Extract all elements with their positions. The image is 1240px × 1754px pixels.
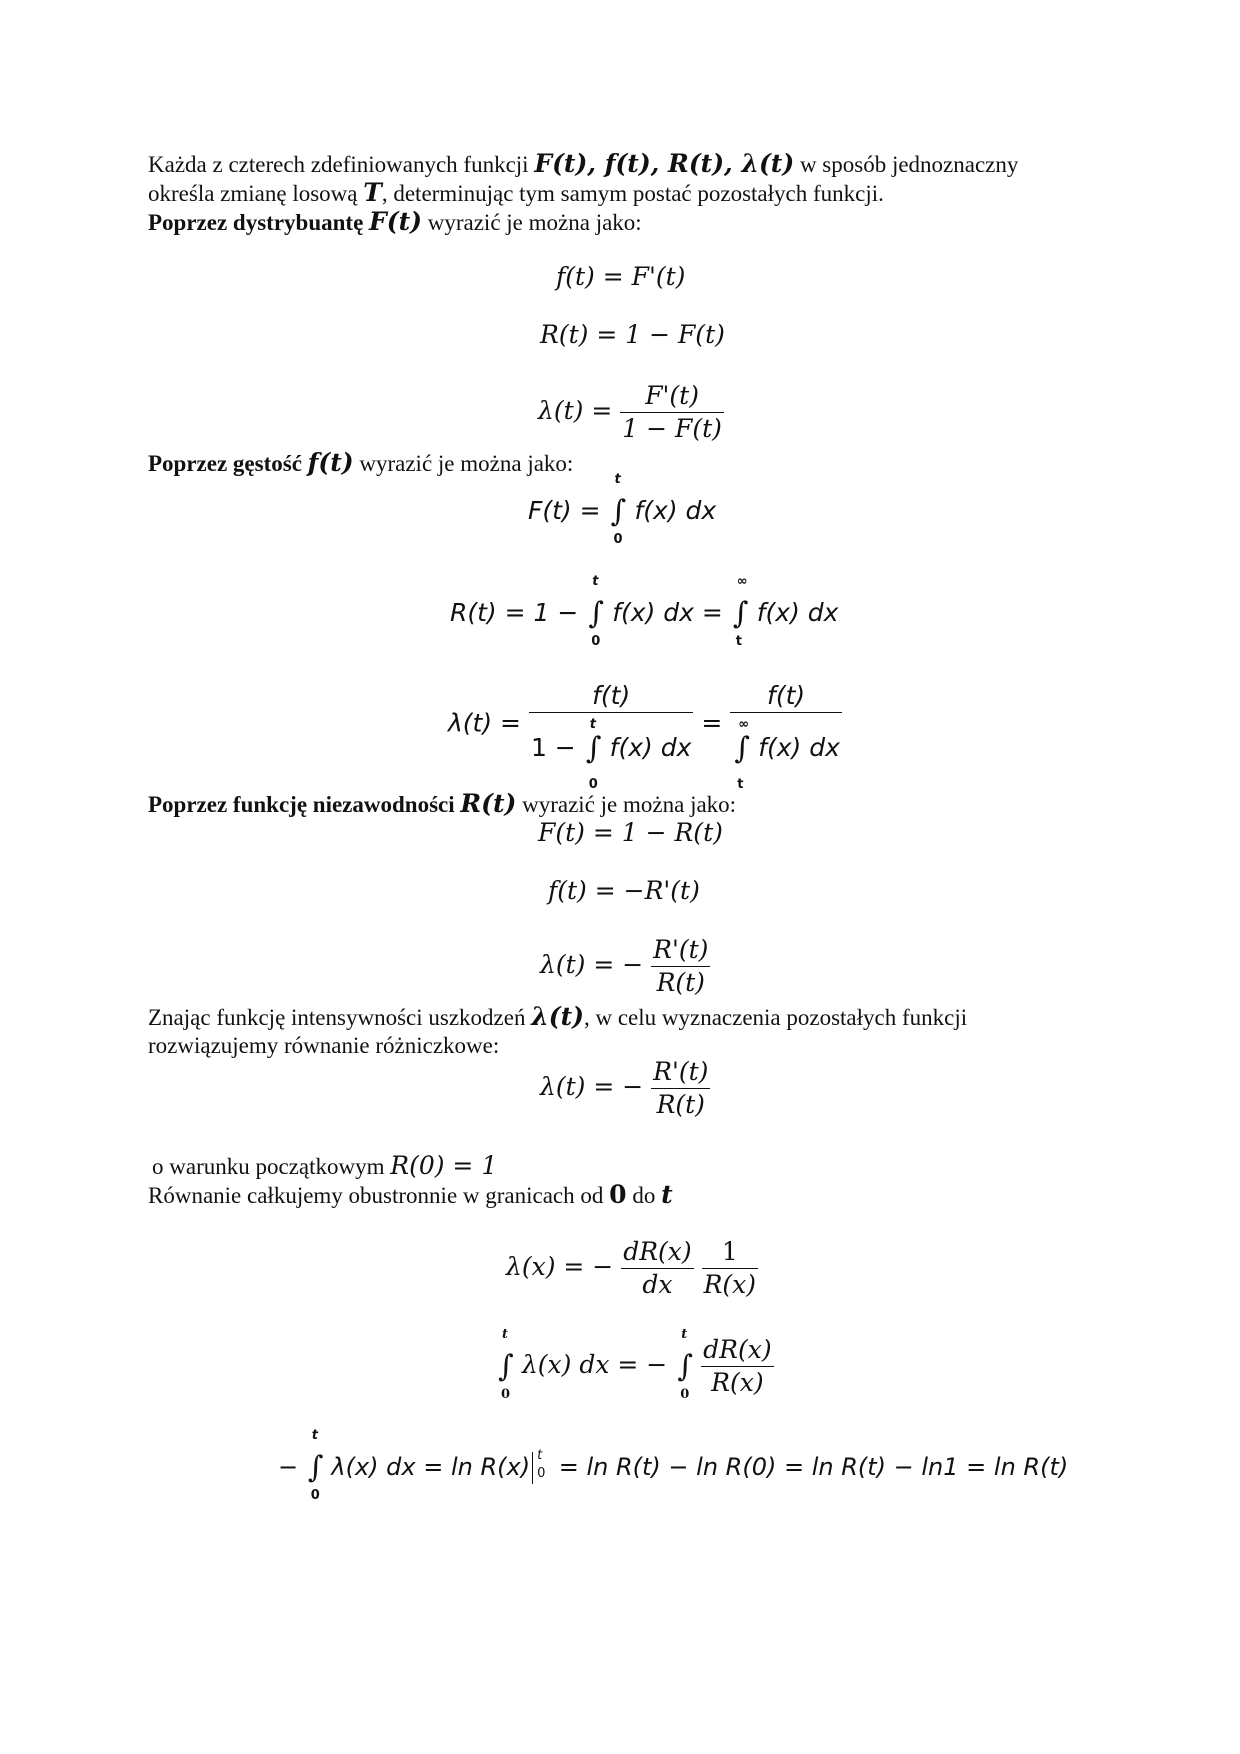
calkowanie-do: do — [632, 1183, 656, 1208]
heading-dystrybuanta — [148, 208, 642, 237]
intro-text-2: określa zmianę losową — [148, 181, 358, 206]
function-list: F(t), f(t), R(t), λ(t) — [534, 149, 795, 178]
znajac-text-end: , w celu wyznaczenia pozostałych funkcji — [583, 1005, 968, 1030]
heading-bold: Poprzez gęstość — [148, 451, 302, 476]
equation-11: λ(x) = − $\frac{dR(x)}{dx}$ $\frac{1}{R(x)}$ — [506, 1237, 757, 1299]
equation-8: f(t) = −R'(t) — [548, 876, 700, 905]
znajac-text: Znając funkcję intensywności uszkodzeń — [148, 1005, 526, 1030]
heading-bold: Poprzez dystrybuantę — [148, 210, 364, 235]
equation-5: R(t) = 1 − t ∫ 0 f(x) dx = ∞ ∫ t f(x) dx — [450, 574, 839, 649]
random-variable-T: T — [363, 178, 382, 207]
heading-rest: wyrazić je można jako: — [522, 792, 737, 817]
heading-fn: R(t) — [460, 789, 517, 818]
equation-6: λ(t) = f(t) 1 − t ∫ 0 f(x) dx = f(t) ∞ ∫ t f(x) dx — [448, 681, 840, 792]
znajac-line-1 — [148, 1003, 967, 1032]
equation-9: λ(t) = − $\frac{R'(t)}{R(t)}$ — [540, 935, 709, 997]
intro-line-2 — [148, 179, 884, 208]
equation-3: λ(t) = $\frac{F'(t)}{1 - F(t)}$ — [538, 381, 722, 443]
warunek-text: o warunku początkowym — [152, 1154, 385, 1179]
equation-7: F(t) = 1 − R(t) — [538, 818, 723, 847]
equation-10: λ(t) = − $\frac{R'(t)}{R(t)}$ — [540, 1057, 709, 1119]
calkowanie-line — [148, 1181, 673, 1210]
calkowanie-text: Równanie całkujemy obustronnie w granicach od — [148, 1183, 604, 1208]
equation-4: F(t) = t ∫ 0 f(x) dx — [528, 472, 717, 547]
intro-text: Każda z czterech zdefiniowanych funkcji — [148, 152, 529, 177]
znajac-line-2 — [148, 1032, 499, 1060]
equation-1: f(t) = F'(t) — [556, 262, 686, 291]
intro-line-1 — [148, 150, 1018, 179]
heading-rest: wyrazić je można jako: — [359, 451, 574, 476]
heading-niezawodnosc — [148, 790, 736, 819]
intro-text-2-end: , determinując tym samym postać pozostałych funkcji. — [381, 181, 884, 206]
warunek-condition: R(0) = 1 — [390, 1151, 498, 1180]
equation-2: R(t) = 1 − F(t) — [540, 320, 725, 349]
limit-zero: 0 — [609, 1180, 627, 1209]
heading-rest: wyrazić je można jako: — [427, 210, 642, 235]
heading-fn: F(t) — [369, 207, 422, 236]
znajac-fn: λ(t) — [531, 1002, 584, 1031]
warunek-line — [152, 1152, 497, 1181]
equation-13: − t ∫ 0 λ(x) dx = ln R(x) t 0 = ln R(t) − ln R(0) = ln R(t) − ln1 = ln R(t) — [278, 1428, 1069, 1503]
heading-gestosc — [148, 449, 573, 478]
intro-text-end: w sposób jednoznaczny — [799, 152, 1019, 177]
limit-t: t — [661, 1180, 673, 1209]
heading-bold: Poprzez funkcję niezawodności — [148, 792, 455, 817]
equation-12: t ∫ 0 λ(x) dx = − t ∫ 0 $\frac{dR(x)}{R(x)}$ — [498, 1326, 772, 1402]
znajac-text-2: rozwiązujemy równanie różniczkowe: — [148, 1033, 500, 1058]
heading-fn: f(t) — [307, 448, 354, 477]
